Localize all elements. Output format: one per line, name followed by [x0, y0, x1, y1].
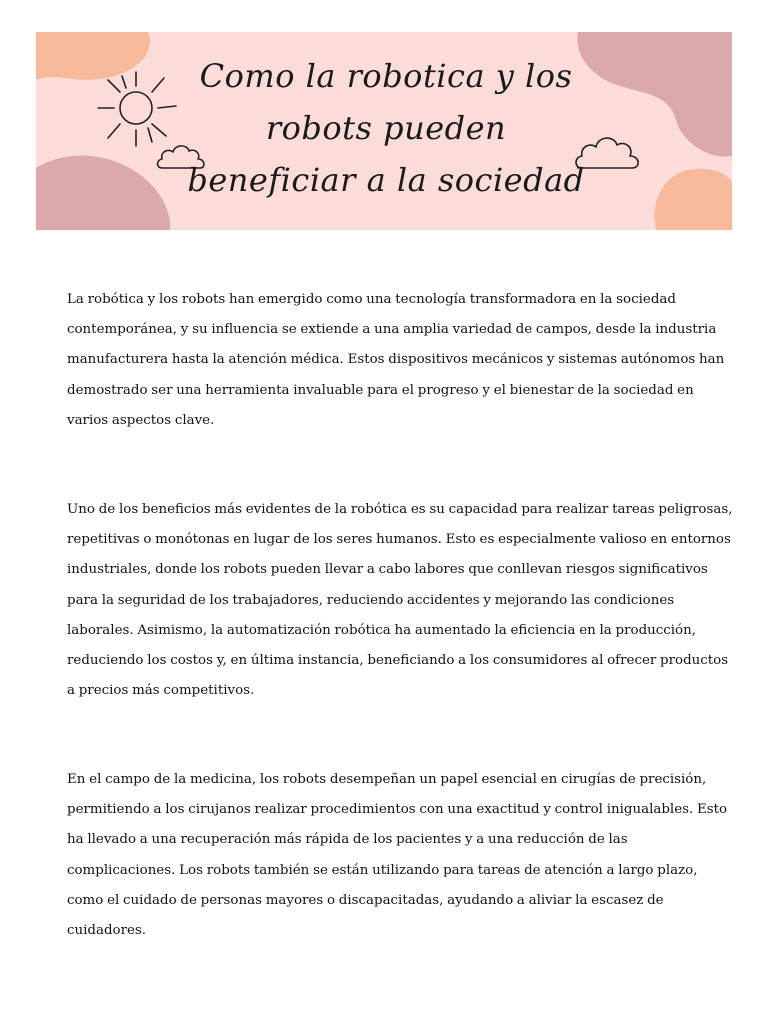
rose-blob-shape — [36, 156, 170, 230]
page-title: Como la robotica y los robots pueden beneficiar a la sociedad — [187, 57, 585, 199]
paragraph: Uno de los beneficios más evidentes de la robótica es su capacidad para realizar tareas peligrosas, repetitivas o monótonas en lugar de los seres humanos. Esto es especialmente valioso en entornos industriales, donde los robots pueden llevar a cabo labores que conllevan riesgos significativos para la seguridad de los trabajadores, reduciendo accidentes y mejorando las condiciones laborales. Asimismo, la automatización robótica ha aumentado la eficiencia en la producción, reduciendo los costos y, en última instancia, beneficiando a los consumidores al ofrecer productos a precios más competitivos. — [67, 502, 733, 699]
peach-blob-shape — [654, 169, 732, 230]
paragraph: En el campo de la medicina, los robots desempeñan un papel esencial en cirugías de precisión, permitiendo a los cirujanos realizar procedimientos con una exactitud y control inigualables. Esto ha llevado a una recuperación más rápida de los pacientes y a una reducción de las complicaciones. Los robots también se están utilizando para tareas de atención a largo plazo, como el cuidado de personas mayores o discapacitadas, ayudando a aliviar la escasez de cuidadores. — [67, 772, 728, 939]
header-banner — [36, 32, 732, 230]
paragraph: La robótica y los robots han emergido como una tecnología transformadora en la sociedad contemporánea, y su influencia se extiende a una amplia variedad de campos, desde la industria manufacturera hasta la atención médica. Estos dispositivos mecánicos y sistemas autónomos han demostrado ser una herramienta invaluable para el progreso y el bienestar de la sociedad en varios aspectos clave. — [67, 292, 725, 428]
